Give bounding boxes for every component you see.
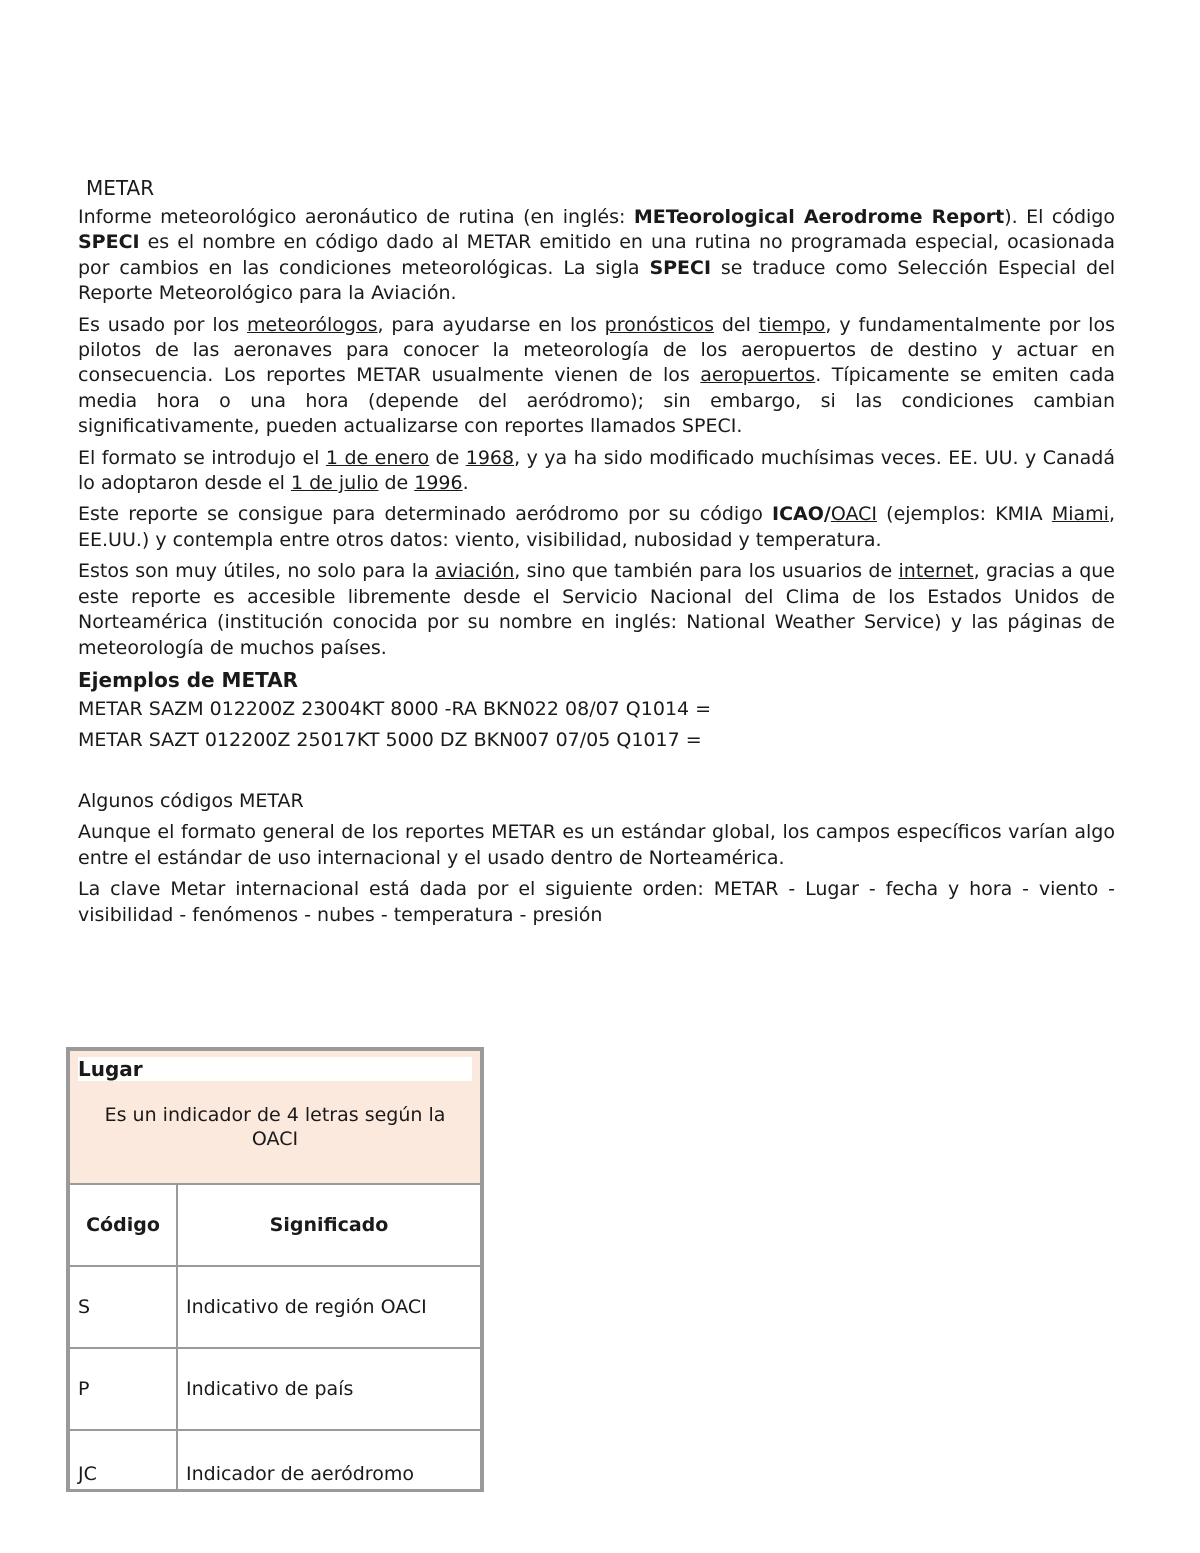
link-aviacion[interactable]: aviación	[435, 560, 515, 583]
table-row	[69, 1430, 481, 1490]
document-body	[78, 176, 1115, 934]
paragraph-utility: Estos son muy útiles, no solo para la aviación, sino que también para los usuarios de internet, gracias a que este reporte es accesible libremente desde el Servicio Nacional del Clima de los Estados Unidos de Norteamérica (institución conocida por su nombre en inglés: National Weather Service) y las páginas de meteorología de muchos países.	[78, 560, 1115, 659]
cell-code: JC	[69, 1430, 177, 1490]
paragraph-format: Aunque el formato general de los reportes METAR es un estándar global, los campos específicos varían algo entre el estándar de uso internacional y el usado dentro de Norteamérica.	[78, 821, 1115, 869]
lugar-table	[66, 1047, 484, 1492]
link-miami[interactable]: Miami	[1051, 503, 1109, 526]
column-header-codigo: Código	[69, 1184, 177, 1266]
section-title-metar: METAR	[86, 176, 155, 200]
link-1-de-enero[interactable]: 1 de enero	[325, 446, 430, 469]
paragraph-definition: Informe meteorológico aeronáutico de rutina (en inglés: METeorological Aerodrome Report). El código SPECI es el nombre en código dado al METAR emitido en una rutina no programada especial, ocasionada por cambios en las condiciones meteorológicas. La sigla SPECI se traduce como Selección Especial del Reporte Meteorológico para la Aviación.	[78, 206, 1115, 305]
link-1-de-julio[interactable]: 1 de julio	[290, 472, 379, 495]
table-row	[69, 1348, 481, 1430]
table-row	[69, 1266, 481, 1348]
link-1996[interactable]: 1996	[414, 472, 463, 495]
cell-meaning: Indicador de aeródromo	[177, 1430, 481, 1490]
cell-meaning: Indicativo de región OACI	[177, 1266, 481, 1348]
paragraph-order: La clave Metar internacional está dada por el siguiente orden: METAR - Lugar - fecha y hora - viento - visibilidad - fenómenos - nubes - temperatura - presión	[78, 878, 1115, 926]
paragraph-history: El formato se introdujo el 1 de enero de 1968, y ya ha sido modificado muchísimas veces. EE. UU. y Canadá lo adoptaron desde el 1 de julio de 1996.	[78, 446, 1115, 495]
link-1968[interactable]: 1968	[465, 446, 515, 469]
cell-code: S	[69, 1266, 177, 1348]
link-oaci[interactable]: OACI	[830, 503, 877, 526]
cell-meaning: Indicativo de país	[177, 1348, 481, 1430]
link-tiempo[interactable]: tiempo	[758, 313, 826, 336]
paragraph-usage: Es usado por los meteorólogos, para ayudarse en los pronósticos del tiempo, y fundamentalmente por los pilotos de las aeronaves para conocer la meteorología de los aeropuertos de destino y actuar en consecuencia. Los reportes METAR usualmente vienen de los aeropuertos. Típicamente se emiten cada media hora o una hora (depende del aeródromo); sin embargo, si las condiciones cambian significativamente, pueden actualizarse con reportes llamados SPECI.	[78, 313, 1115, 438]
metar-example-1: METAR SAZM 012200Z 23004KT 8000 -RA BKN022 08/07 Q1014 =	[78, 697, 712, 720]
link-meteorologos[interactable]: meteorólogos	[247, 313, 378, 336]
examples-heading: Ejemplos de METAR	[78, 667, 299, 692]
column-header-significado: Significado	[177, 1184, 481, 1266]
link-aeropuertos[interactable]: aeropuertos	[700, 364, 816, 387]
cell-code: P	[69, 1348, 177, 1430]
metar-example-2: METAR SAZT 012200Z 25017KT 5000 DZ BKN007 07/05 Q1017 =	[78, 728, 702, 751]
table-header-row	[69, 1184, 481, 1266]
lugar-title: Lugar	[78, 1057, 472, 1081]
lugar-description: Es un indicador de 4 letras según la OACI	[104, 1104, 446, 1150]
link-pronosticos[interactable]: pronósticos	[604, 313, 714, 336]
lugar-header-cell	[69, 1050, 481, 1184]
codes-heading: Algunos códigos METAR	[78, 789, 304, 812]
link-internet[interactable]: internet	[898, 560, 974, 583]
paragraph-icao: Este reporte se consigue para determinado aeródromo por su código ICAO/OACI (ejemplos: KMIA Miami, EE.UU.) y contempla entre otros datos: viento, visibilidad, nubosidad y temperatura.	[78, 503, 1115, 551]
